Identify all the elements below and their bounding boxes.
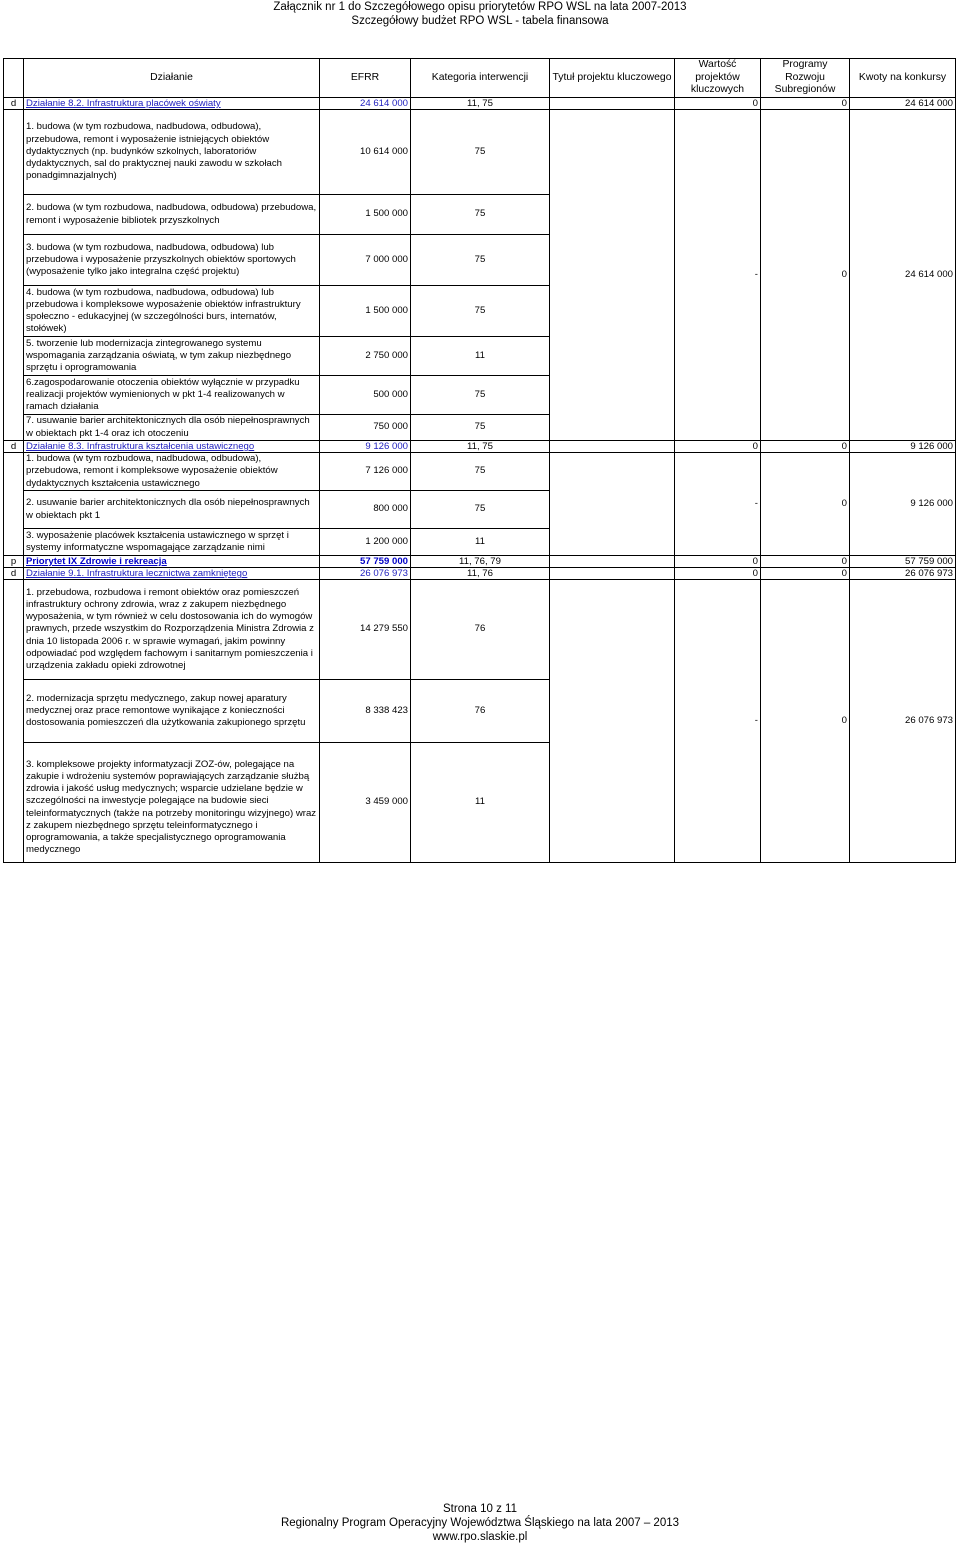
project-description: 3. budowa (w tym rozbudowa, nadbudowa, odbudowa) lub przebudowa i wyposażenie przyszkolnych obiektów sportowych (wyposażenie tylko jako integralna część projektu) [24, 235, 320, 286]
efrr-value: 57 759 000 [320, 556, 411, 568]
tytul-blank [550, 580, 675, 863]
header-marker-cell [4, 59, 24, 98]
row-marker: p [4, 556, 24, 568]
kwoty-value: 24 614 000 [850, 98, 956, 110]
project-efrr: 1 200 000 [320, 529, 411, 556]
dzialanie-row [4, 568, 956, 580]
project-efrr: 750 000 [320, 415, 411, 441]
project-kategoria: 11 [411, 337, 550, 376]
kategoria-value: 11, 76 [411, 568, 550, 580]
summary-programy: 0 [761, 110, 850, 441]
wartosc-value: 0 [675, 568, 761, 580]
project-kategoria: 75 [411, 195, 550, 235]
project-description: 2. budowa (w tym rozbudowa, nadbudowa, odbudowa) przebudowa, remont i wyposażenie bibliotek przyszkolnych [24, 195, 320, 235]
kwoty-value: 9 126 000 [850, 441, 956, 453]
project-kategoria: 11 [411, 529, 550, 556]
project-efrr: 8 338 423 [320, 680, 411, 743]
summary-programy: 0 [761, 453, 850, 556]
wartosc-value: 0 [675, 556, 761, 568]
summary-kwoty: 24 614 000 [850, 110, 956, 441]
kategoria-value: 11, 75 [411, 441, 550, 453]
kategoria-value: 11, 75 [411, 98, 550, 110]
tytul-value [550, 556, 675, 568]
project-description: 7. usuwanie barier architektonicznych dla osób niepełnosprawnych w obiektach pkt 1-4 oraz ich otoczeniu [24, 415, 320, 441]
project-description: 2. usuwanie barier architektonicznych dla osób niepełnosprawnych w obiektach pkt 1 [24, 491, 320, 529]
kwoty-value: 26 076 973 [850, 568, 956, 580]
project-description: 5. tworzenie lub modernizacja zintegrowanego systemu wspomagania zarządzania oświatą, w tym zakup niezbędnego sprzętu i oprogramowania [24, 337, 320, 376]
summary-programy: 0 [761, 580, 850, 863]
project-efrr: 500 000 [320, 376, 411, 415]
project-row [4, 110, 956, 195]
project-efrr: 14 279 550 [320, 580, 411, 680]
programy-value: 0 [761, 98, 850, 110]
project-efrr: 800 000 [320, 491, 411, 529]
project-kategoria: 75 [411, 376, 550, 415]
project-kategoria: 75 [411, 286, 550, 337]
programy-value: 0 [761, 568, 850, 580]
project-efrr: 7 000 000 [320, 235, 411, 286]
marker-blank [4, 110, 24, 441]
project-efrr: 1 500 000 [320, 286, 411, 337]
dzialanie-row [4, 98, 956, 110]
efrr-value: 26 076 973 [320, 568, 411, 580]
table-header-row [4, 59, 956, 98]
page-number: Strona 10 z 11 [443, 1503, 517, 1515]
project-description: 2. modernizacja sprzętu medycznego, zakup nowej aparatury medycznej oraz prace remontowe wynikające z konieczności dostosowania pomieszczeń dla użytkowania zakupionego sprzętu [24, 680, 320, 743]
summary-wartosc: - [675, 453, 761, 556]
project-description: 3. wyposażenie placówek kształcenia ustawicznego w sprzęt i systemy informatyczne wspomagające zarządzanie nimi [24, 529, 320, 556]
header-kwoty: Kwoty na konkursy [850, 59, 956, 98]
summary-kwoty: 9 126 000 [850, 453, 956, 556]
wartosc-value: 0 [675, 98, 761, 110]
project-description: 1. budowa (w tym rozbudowa, nadbudowa, odbudowa), przebudowa, remont i wyposażenie istniejących obiektów dydaktycznych (np. budynków szkolnych, laboratoriów dydaktycznych, sal do praktycznej nauki zawodu w szkołach ponadgimnazjalnych) [24, 110, 320, 195]
priorytet-row [4, 556, 956, 568]
programy-value: 0 [761, 556, 850, 568]
project-kategoria: 75 [411, 235, 550, 286]
project-efrr: 3 459 000 [320, 743, 411, 863]
document-title: Załącznik nr 1 do Szczegółowego opisu priorytetów RPO WSL na lata 2007-2013 [273, 1, 687, 13]
footer-url: www.rpo.slaskie.pl [432, 1531, 528, 1543]
summary-wartosc: - [675, 580, 761, 863]
efrr-value: 9 126 000 [320, 441, 411, 453]
header-programy: Programy Rozwoju Subregionów [761, 59, 850, 98]
tytul-value [550, 441, 675, 453]
efrr-value: 24 614 000 [320, 98, 411, 110]
marker-blank [4, 580, 24, 863]
project-kategoria: 75 [411, 110, 550, 195]
project-efrr: 10 614 000 [320, 110, 411, 195]
project-description: 1. budowa (w tym rozbudowa, nadbudowa, odbudowa), przebudowa, remont i kompleksowe wyposażenie obiektów dydaktycznych kształcenia ustawicznego [24, 453, 320, 491]
wartosc-value: 0 [675, 441, 761, 453]
dzialanie-label: Działanie 9.1. Infrastruktura lecznictwa zamkniętego [24, 568, 320, 580]
project-description: 3. kompleksowe projekty informatyzacji ZOZ-ów, polegające na zakupie i wdrożeniu systemów poprawiających zarządzanie służbą zdrowia i jakość usług medycznych; wsparcie udzielane będzie w szczególności na inwestycje polegające na budowie sieci teleinformatycznych (także na potrzeby monitoringu wizyjnego) wraz z zakupem niezbędnego sprzętu teleinformatycznego i oprogramowania, a także specjalistycznego oprogramowania medycznego [24, 743, 320, 863]
document-subtitle: Szczegółowy budżet RPO WSL - tabela finansowa [351, 15, 609, 27]
project-description: 6.zagospodarowanie otoczenia obiektów wyłącznie w przypadku realizacji projektów wymienionych w pkt 1-4 realizowanych w ramach działania [24, 376, 320, 415]
programy-value: 0 [761, 441, 850, 453]
kategoria-value: 11, 76, 79 [411, 556, 550, 568]
tytul-value [550, 568, 675, 580]
row-marker: d [4, 568, 24, 580]
project-efrr: 2 750 000 [320, 337, 411, 376]
project-row [4, 580, 956, 680]
row-marker: d [4, 441, 24, 453]
footer-program: Regionalny Program Operacyjny Województwa Śląskiego na lata 2007 – 2013 [280, 1517, 680, 1529]
header-tytul: Tytuł projektu kluczowego [550, 59, 675, 98]
marker-blank [4, 453, 24, 556]
summary-wartosc: - [675, 110, 761, 441]
row-marker: d [4, 98, 24, 110]
header-kategoria: Kategoria interwencji [411, 59, 550, 98]
project-kategoria: 75 [411, 491, 550, 529]
financial-table [3, 58, 956, 863]
tytul-value [550, 98, 675, 110]
dzialanie-row [4, 441, 956, 453]
kwoty-value: 57 759 000 [850, 556, 956, 568]
dzialanie-label: Działanie 8.3. Infrastruktura kształcenia ustawicznego [24, 441, 320, 453]
tytul-blank [550, 110, 675, 441]
project-efrr: 7 126 000 [320, 453, 411, 491]
project-description: 4. budowa (w tym rozbudowa, nadbudowa, odbudowa) lub przebudowa i kompleksowe wyposażenie obiektów infrastruktury społeczno - edukacyjnej (w szczególności burs, internatów, stołówek) [24, 286, 320, 337]
project-row [4, 453, 956, 491]
tytul-blank [550, 453, 675, 556]
project-kategoria: 76 [411, 680, 550, 743]
dzialanie-label: Działanie 8.2. Infrastruktura placówek oświaty [24, 98, 320, 110]
project-description: 1. przebudowa, rozbudowa i remont obiektów oraz pomieszczeń infrastruktury ochrony zdrowia, wraz z zakupem niezbędnego wyposażenia, w tym również w celu dostosowania ich do wymogów prawnych, przede wszystkim do Rozporządzenia Ministra Zdrowia z dnia 10 listopada 2006 r. w sprawie wymagań, jakim powinny odpowiadać pod względem fachowym i sanitarnym pomieszczenia i urządzenia zakładu opieki zdrowotnej [24, 580, 320, 680]
header-wartosc: Wartość projektów kluczowych [675, 59, 761, 98]
header-dzialanie: Działanie [24, 59, 320, 98]
project-kategoria: 75 [411, 415, 550, 441]
header-efrr: EFRR [320, 59, 411, 98]
project-kategoria: 76 [411, 580, 550, 680]
summary-kwoty: 26 076 973 [850, 580, 956, 863]
project-kategoria: 75 [411, 453, 550, 491]
project-efrr: 1 500 000 [320, 195, 411, 235]
project-kategoria: 11 [411, 743, 550, 863]
priorytet-label: Priorytet IX Zdrowie i rekreacja [24, 556, 320, 568]
